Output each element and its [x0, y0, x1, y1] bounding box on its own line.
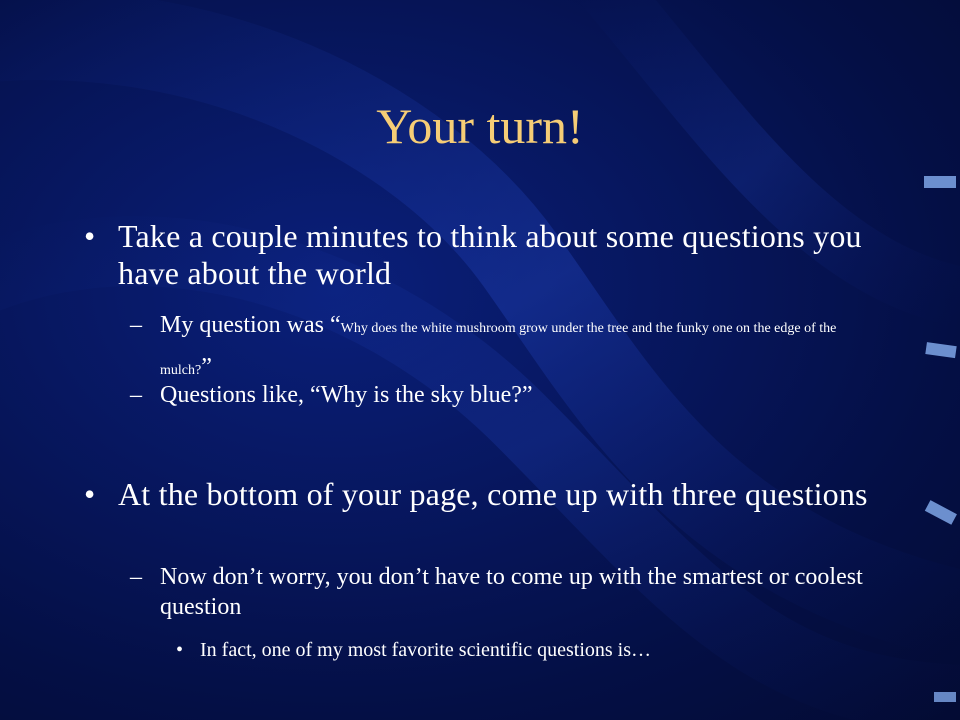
sub-bullet-prefix: My question was “	[160, 312, 341, 338]
sub-bullet-dont-worry	[130, 562, 880, 622]
sub-bullet-text: Now don’t worry, you don’t have to come up with the smartest or coolest question	[160, 564, 863, 620]
sub-bullet-marker: –	[130, 382, 142, 408]
sub-sub-bullet-in-fact	[176, 637, 880, 663]
bullet-text: At the bottom of your page, come up with three questions	[118, 476, 868, 512]
bullet-marker: •	[84, 476, 96, 512]
sub-bullet-suffix: ”	[201, 354, 212, 380]
bullet-bottom-of-page	[84, 476, 878, 513]
sub-bullet-questions-like	[130, 380, 880, 410]
slide-title: Your turn!	[376, 98, 584, 154]
sub-bullet-my-question	[130, 306, 880, 390]
sub-bullet-marker: –	[130, 564, 142, 590]
sub-sub-bullet-marker: •	[176, 639, 184, 661]
bullet-marker: •	[84, 218, 96, 254]
bullet-take-couple-minutes	[84, 218, 878, 292]
sub-bullet-text: Questions like, “Why is the sky blue?”	[160, 382, 533, 408]
sub-bullet-marker: –	[130, 312, 142, 338]
bullet-text: Take a couple minutes to think about some questions you have about the world	[118, 218, 862, 291]
quoted-question: Why does the white mushroom grow under the tree and the funky one on the edge of the mulch?	[160, 321, 837, 378]
sub-sub-bullet-text: In fact, one of my most favorite scientific questions is…	[200, 639, 652, 661]
